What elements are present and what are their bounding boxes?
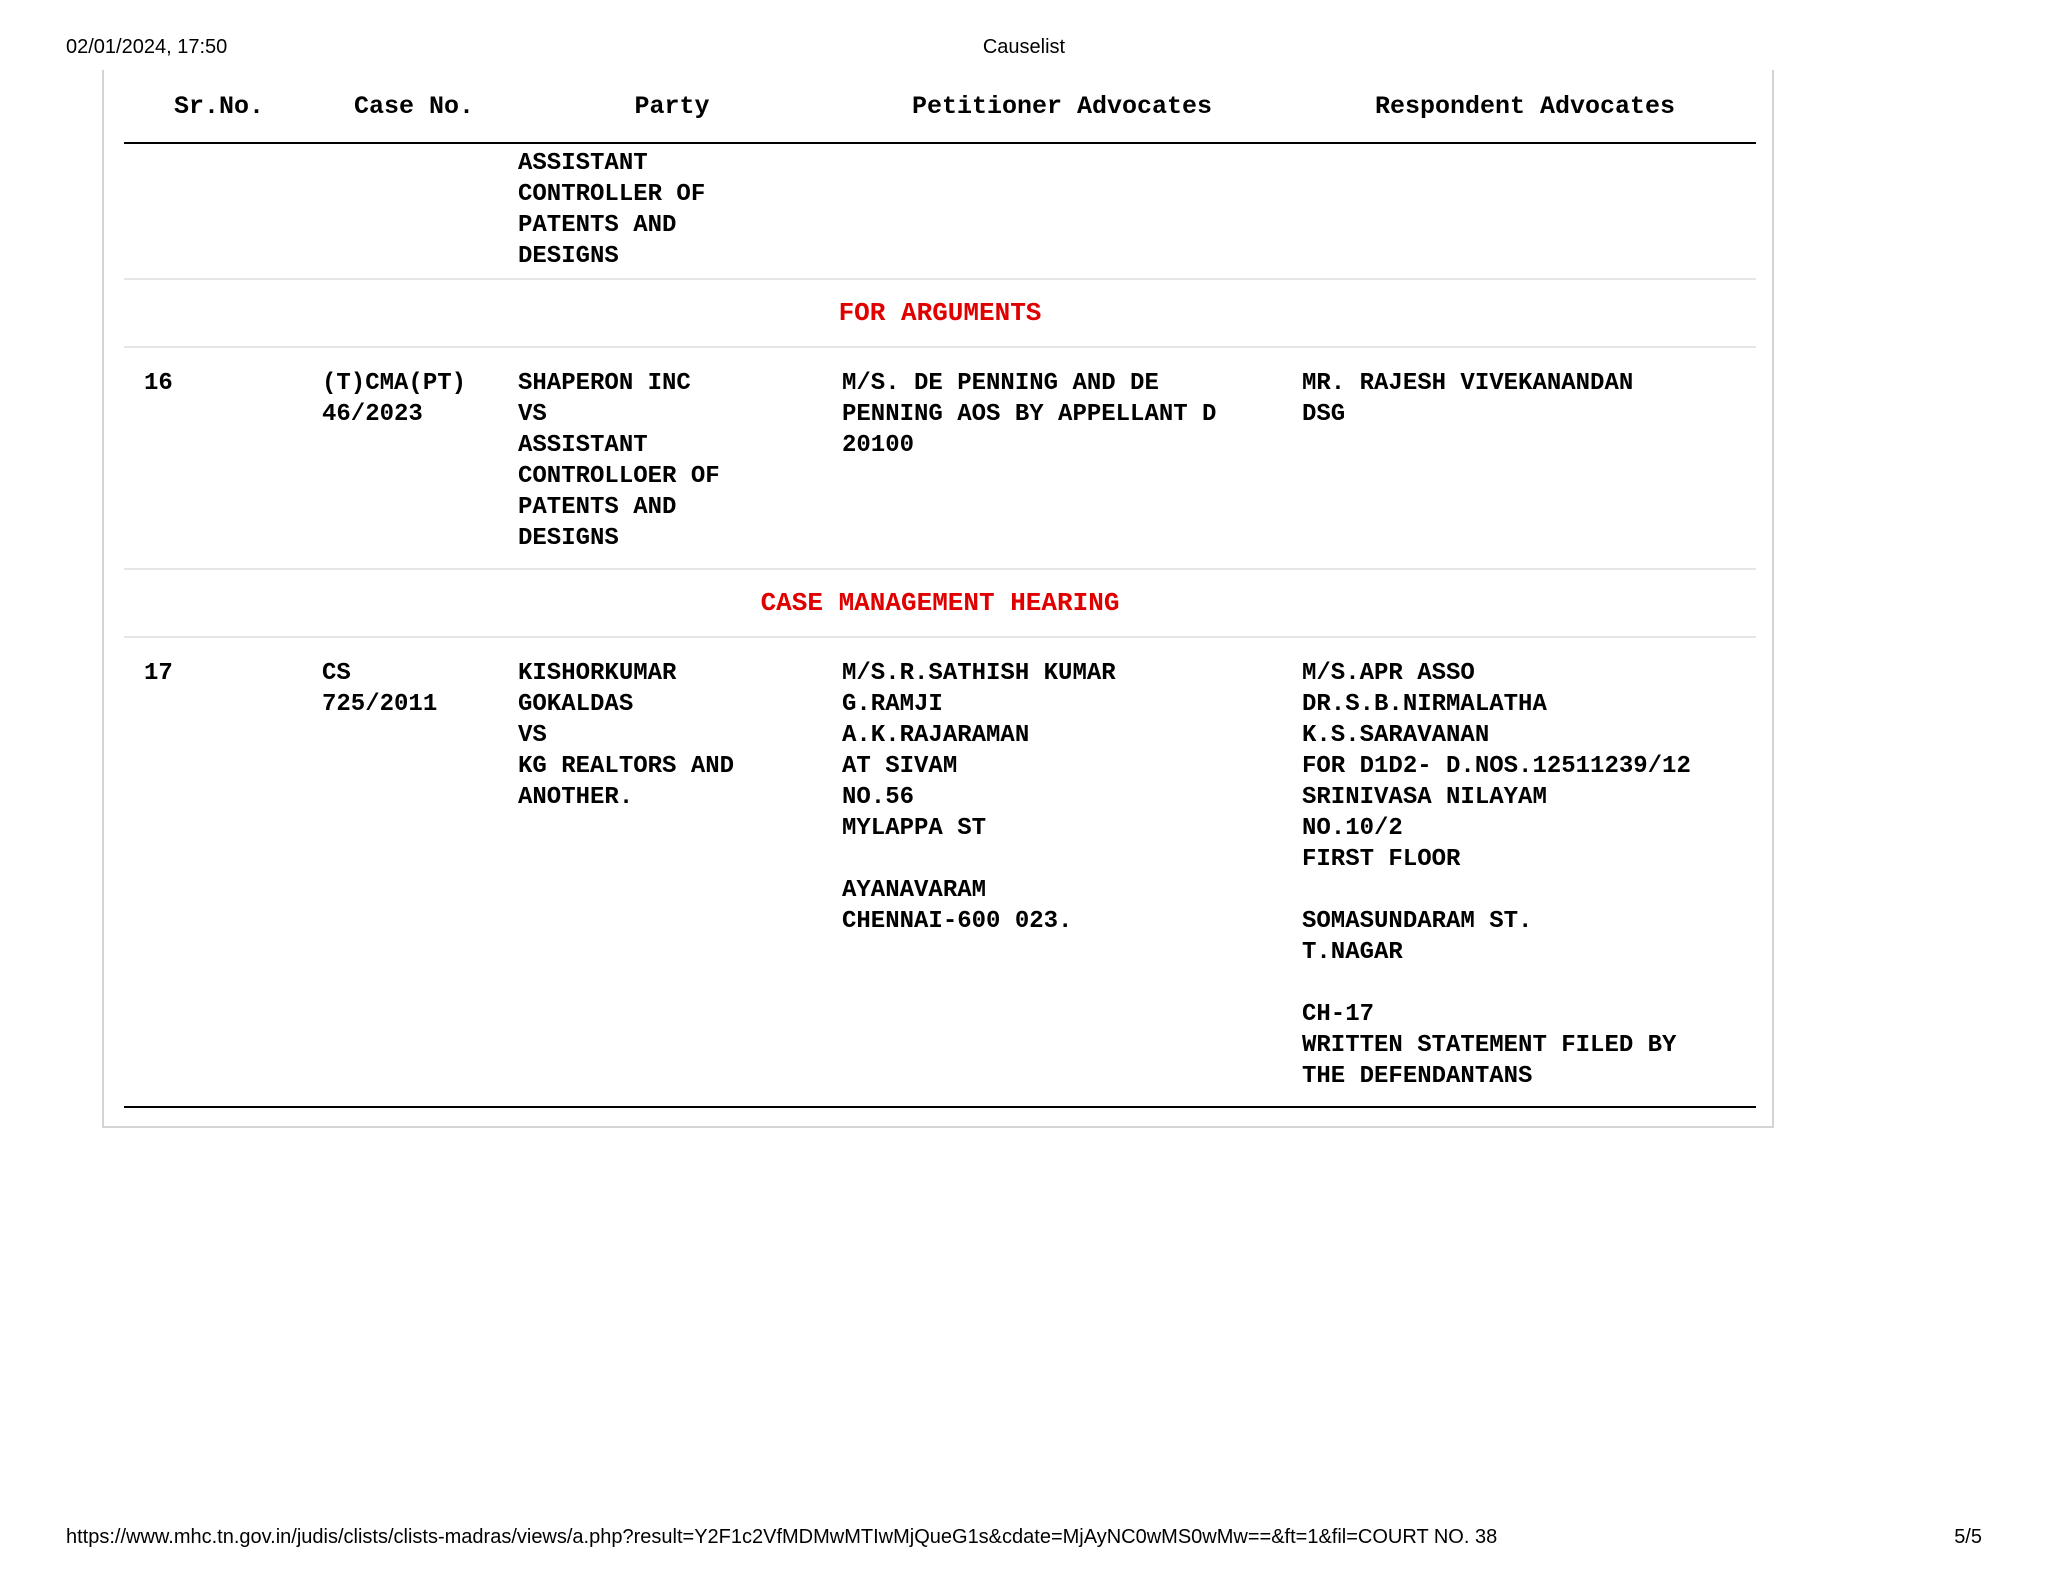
continuation-party: ASSISTANT CONTROLLER OF PATENTS AND DESIGNS [514, 143, 830, 279]
table-row [124, 637, 1756, 1107]
table-header-row [124, 70, 1756, 143]
print-datetime: 02/01/2024, 17:50 [66, 36, 228, 58]
section-heading: FOR ARGUMENTS [124, 279, 1756, 347]
case-petitioner-advocates: M/S. DE PENNING AND DE PENNING AOS BY APPELLANT D 20100 [830, 347, 1294, 569]
case-sr-no: 16 [124, 347, 314, 569]
print-title: Causelist [982, 36, 1066, 58]
section-heading-row [124, 279, 1756, 347]
table-row [124, 347, 1756, 569]
page-indicator: 5/5 [1954, 1526, 1982, 1548]
case-petitioner-advocates: M/S.R.SATHISH KUMAR G.RAMJI A.K.RAJARAMAN AT SIVAM NO.56 MYLAPPA ST AYANAVARAM CHENNAI-600 023. [830, 637, 1294, 1107]
continuation-respondent-advocates [1294, 143, 1756, 279]
print-url: https://www.mhc.tn.gov.in/judis/clists/clists-madras/views/a.php?result=Y2F1c2VfMDMwMTIwMjQueG1s&cdate=MjAyNC0wMS0wMw==&ft=1&fil=COURT NO. 38 [66, 1526, 1498, 1548]
continuation-petitioner-advocates [830, 143, 1294, 279]
case-number: CS 725/2011 [314, 637, 514, 1107]
section-heading-row [124, 569, 1756, 637]
causelist-panel [102, 70, 1774, 1128]
section-heading: CASE MANAGEMENT HEARING [124, 569, 1756, 637]
continuation-sr-no [124, 143, 314, 279]
case-party: KISHORKUMAR GOKALDAS VS KG REALTORS AND ANOTHER. [514, 637, 830, 1107]
header-respondent-advocates: Respondent Advocates [1294, 70, 1756, 143]
header-party: Party [514, 70, 830, 143]
header-petitioner-advocates: Petitioner Advocates [830, 70, 1294, 143]
case-party: SHAPERON INC VS ASSISTANT CONTROLLOER OF PATENTS AND DESIGNS [514, 347, 830, 569]
continuation-case-no [314, 143, 514, 279]
print-header [0, 36, 2048, 64]
header-sr-no: Sr.No. [124, 70, 314, 143]
print-footer [0, 1526, 2048, 1554]
header-case-no: Case No. [314, 70, 514, 143]
case-respondent-advocates: M/S.APR ASSO DR.S.B.NIRMALATHA K.S.SARAVANAN FOR D1D2- D.NOS.12511239/12 SRINIVASA NILAYAM NO.10/2 FIRST FLOOR SOMASUNDARAM ST. T.NAGAR CH-17 WRITTEN STATEMENT FILED BY THE DEFENDANTANS [1294, 637, 1756, 1107]
case-number: (T)CMA(PT) 46/2023 [314, 347, 514, 569]
case-sr-no: 17 [124, 637, 314, 1107]
causelist-table [124, 70, 1756, 1108]
case-respondent-advocates: MR. RAJESH VIVEKANANDAN DSG [1294, 347, 1756, 569]
continuation-row [124, 143, 1756, 279]
